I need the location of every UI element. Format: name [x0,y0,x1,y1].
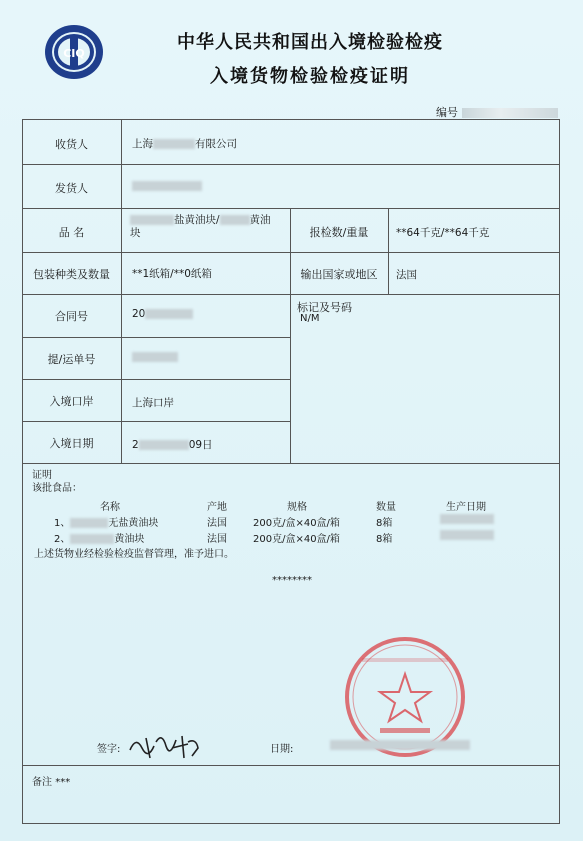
col-header-origin: 产地 [207,502,227,513]
cert-heading: 证明 [32,470,52,481]
goods-row-date [440,514,494,525]
row-divider [22,208,560,209]
port-value: 上海口岸 [132,397,174,409]
col-header-qty: 数量 [376,502,396,513]
goods-label: 品 名 [58,226,85,239]
consignor-label: 发货人 [55,182,88,195]
goods-row-origin: 法国 [207,518,227,529]
row-divider [22,164,560,165]
cert-stars: ******** [272,575,312,586]
col-header-spec: 规格 [287,502,307,513]
date-label: 日期: [270,744,294,755]
serial-redacted [462,108,558,118]
col-divider [290,208,291,463]
signature-label: 签字: [97,744,121,755]
goods-row-origin: 法国 [207,534,227,545]
ciq-logo [42,22,106,82]
col-header-name: 名称 [100,502,120,513]
serial-label: 编号 [436,106,458,119]
title-line2: 入境货物检验检疫证明 [210,66,410,87]
quantity-value: **64千克/**64千克 [396,227,490,239]
origin-value: 法国 [396,269,417,281]
row-divider [22,379,290,380]
entry-date-label: 入境日期 [49,437,94,450]
col-header-date: 生产日期 [446,502,486,513]
goods-row: 2、 黄油块 [54,534,145,545]
goods-value: 盐黄油块/ 黄油 块 [130,214,271,239]
date-value [330,740,470,751]
package-value: **1纸箱/**0纸箱 [132,268,212,280]
goods-row-spec: 200克/盒×40盒/箱 [253,534,340,545]
bl-value [132,351,178,363]
handwritten-signature [126,728,206,762]
consignor-value [132,180,202,192]
row-divider [22,294,560,295]
serial-number [436,104,558,120]
consignee-label: 收货人 [55,138,88,151]
package-label: 包装种类及数量 [33,268,110,281]
goods-row-date [440,530,494,541]
row-divider [22,765,560,766]
row-divider [22,252,560,253]
row-divider [22,421,290,422]
quantity-label: 报检数/重量 [309,226,369,239]
goods-row-spec: 200克/盒×40盒/箱 [253,518,340,529]
consignee-value: 上海 有限公司 [132,138,237,150]
marks-value: N/M [300,313,320,324]
col-divider [121,119,122,463]
remark: 备注 *** [32,777,71,788]
bl-label: 提/运单号 [47,353,96,366]
origin-label: 输出国家或地区 [300,268,378,281]
goods-row-qty: 8箱 [376,518,393,529]
row-divider [22,463,560,464]
title-line1: 中华人民共和国出入境检验检疫 [177,32,443,53]
logo-text: CIQ [63,47,85,60]
goods-row: 1、 无盐黄油块 [54,518,159,529]
goods-row-qty: 8箱 [376,534,393,545]
contract-label: 合同号 [55,310,88,323]
entry-date-value: 2 09日 [132,439,213,451]
cert-conclusion: 上述货物业经检验检疫监督管理，准予进口。 [34,549,234,560]
cert-subheading: 该批食品： [32,483,82,494]
marks-label: 标记及号码 [297,301,352,314]
contract-value: 20 [132,308,193,320]
port-label: 入境口岸 [49,395,94,408]
col-divider [388,208,389,294]
row-divider [22,337,290,338]
